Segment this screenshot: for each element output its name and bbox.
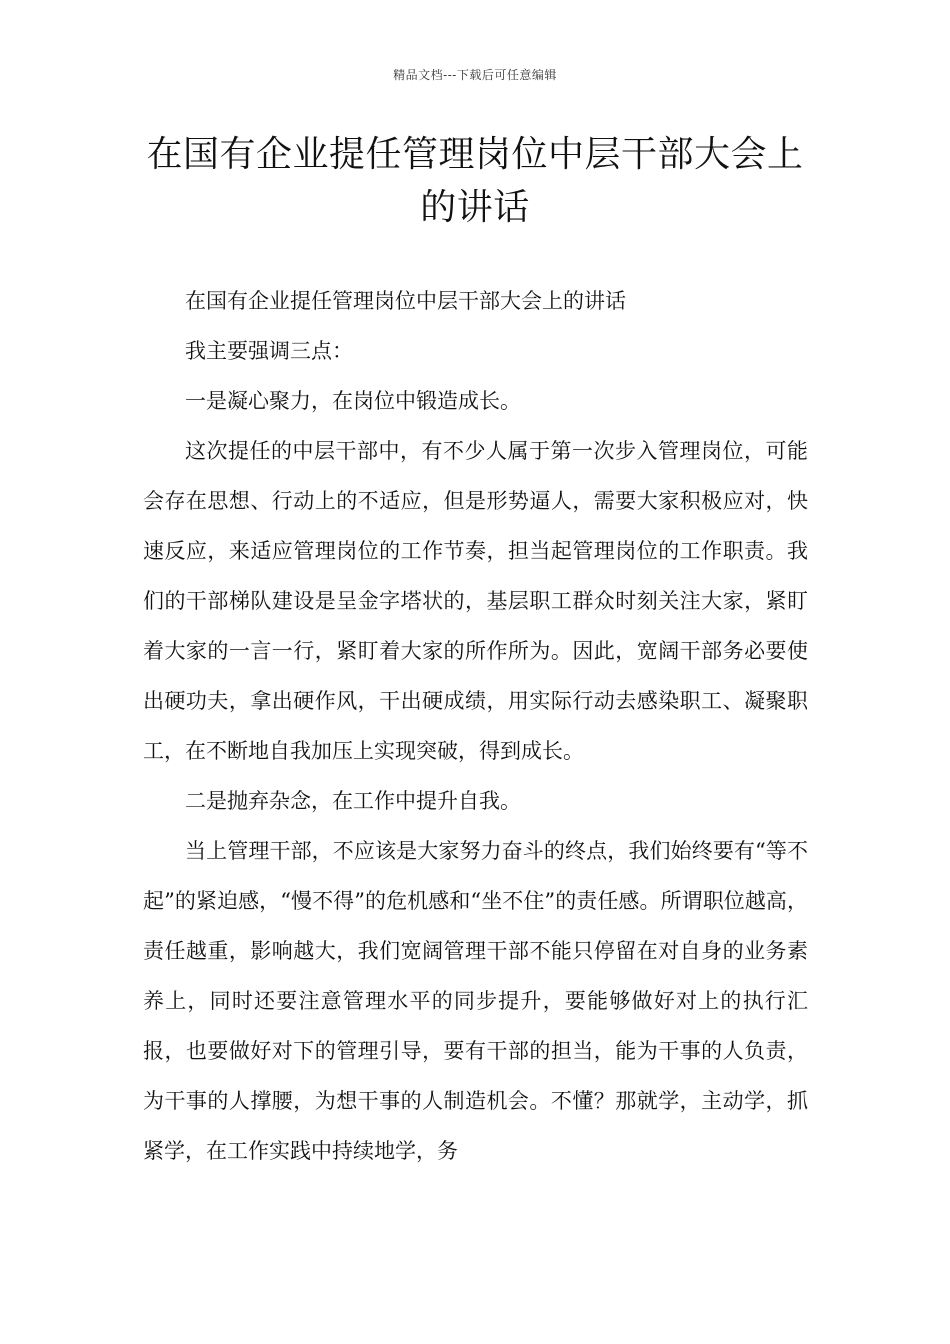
paragraph-point-one-heading: 一是凝心聚力，在岗位中锻造成长。 — [185, 389, 521, 413]
paragraph-point-two-heading: 二是抛弃杂念，在工作中提升自我。 — [185, 789, 521, 813]
paragraph-point-two-body: 当上管理干部，不应该是大家努力奋斗的终点，我们始终要有“等不起”的紧迫感，“慢不得”的危机感和“坐不住”的责任感。所谓职位越高，责任越重，影响越大，我们宽阔管理干部不能只停留在对自身的业务素养上，同时还要注意管理水平的同步提升，要能够做好对上的执行汇报，也要做好对下的管理引导，要有干部的担当，能为干事的人负责，为干事的人撑腰，为想干事的人制造机会。不懂？那就学，主动学，抓紧学，在工作实践中持续地学，务 — [143, 839, 808, 1163]
header-note: 精品文档---下载后可任意编辑 — [393, 68, 557, 82]
paragraph-subtitle: 在国有企业提任管理岗位中层干部大会上的讲话 — [185, 289, 626, 313]
paragraph-intro: 我主要强调三点： — [185, 339, 353, 363]
paragraph-point-one-body: 这次提任的中层干部中，有不少人属于第一次步入管理岗位，可能会存在思想、行动上的不适应，但是形势逼人，需要大家积极应对，快速反应，来适应管理岗位的工作节奏，担当起管理岗位的工作职责。我们的干部梯队建设是呈金字塔状的，基层职工群众时刻关注大家，紧盯着大家的一言一行，紧盯着大家的所作所为。因此，宽阔干部务必要使出硬功夫，拿出硬作风，干出硬成绩，用实际行动去感染职工、凝聚职工，在不断地自我加压上实现突破，得到成长。 — [143, 439, 808, 763]
document-body — [143, 276, 808, 1176]
document-title: 在国有企业提任管理岗位中层干部大会上的讲话 — [146, 134, 804, 228]
